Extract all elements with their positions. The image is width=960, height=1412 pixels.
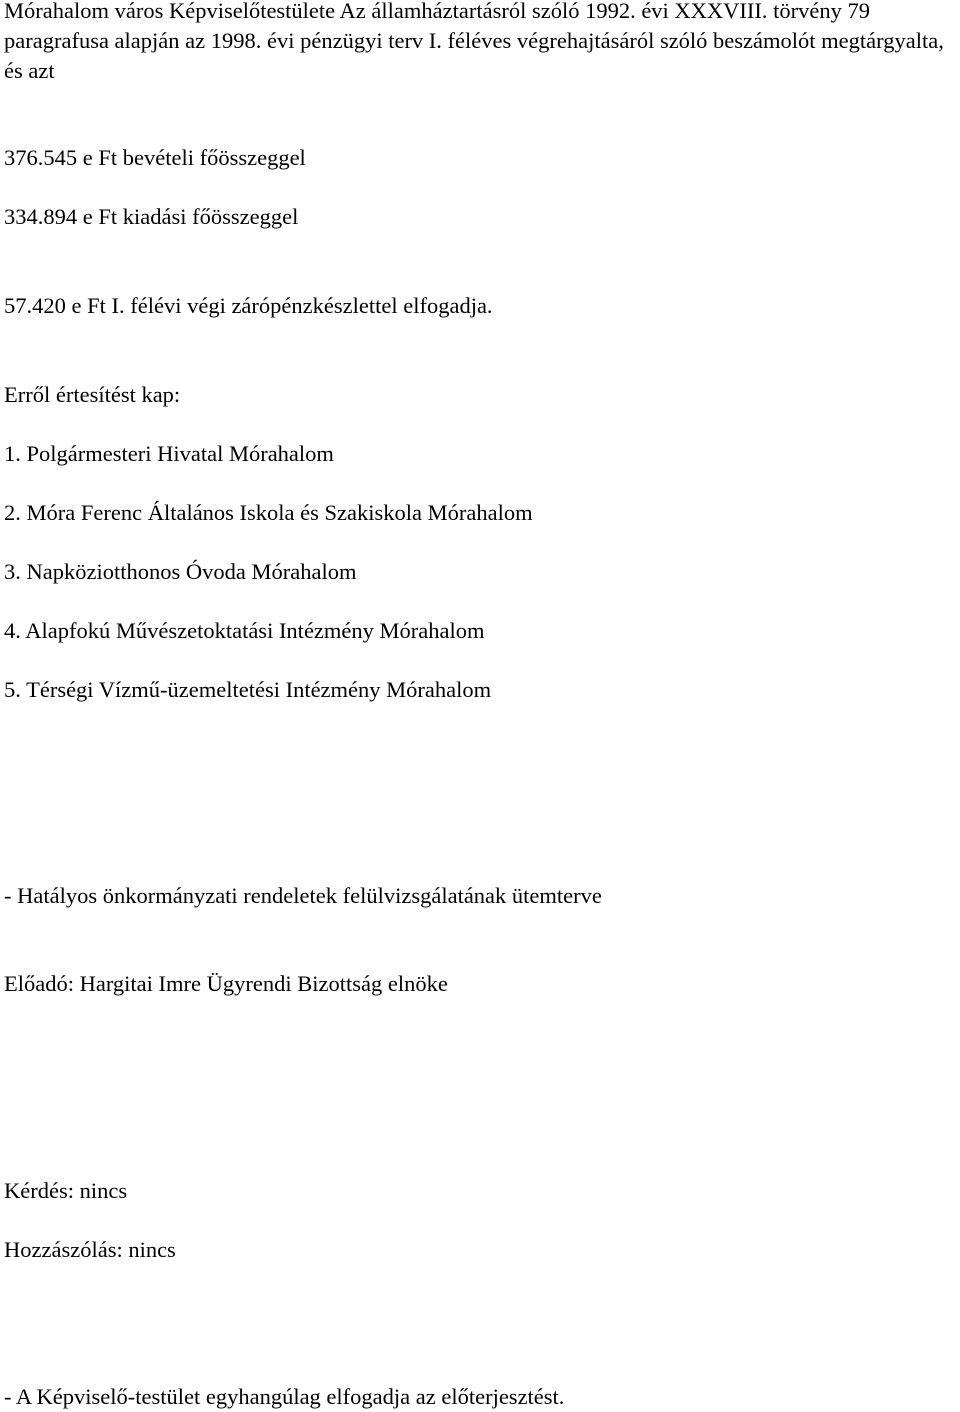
presenter-line: Előadó: Hargitai Imre Ügyrendi Bizottság elnöke bbox=[4, 971, 448, 996]
revenue-total: 376.545 e Ft bevételi főösszeggel bbox=[4, 145, 306, 170]
questions-line: Kérdés: nincs bbox=[4, 1178, 128, 1203]
expenditure-total: 334.894 e Ft kiadási főösszeggel bbox=[4, 204, 299, 229]
comments-line: Hozzászólás: nincs bbox=[4, 1237, 176, 1262]
recipient-item: 5. Térségi Vízmű-üzemeltetési Intézmény Mórahalom bbox=[4, 677, 492, 702]
recipient-item: 3. Napköziotthonos Óvoda Mórahalom bbox=[4, 559, 357, 584]
recipient-item: 1. Polgármesteri Hivatal Mórahalom bbox=[4, 441, 334, 466]
intro-paragraph: Mórahalom város Képviselőtestülete Az államháztartásról szóló 1992. évi XXXVIII. törvény 79 paragrafusa alapján az 1998. évi pénzügyi terv I. féléves végrehajtásáról szóló beszámolót megtárgyalta, és azt bbox=[4, 0, 944, 83]
recipient-item: 4. Alapfokú Művészetoktatási Intézmény Mórahalom bbox=[4, 618, 485, 643]
closing-balance: 57.420 e Ft I. félévi végi zárópénzkészlettel elfogadja. bbox=[4, 293, 493, 318]
notify-label: Erről értesítést kap: bbox=[4, 382, 181, 407]
recipient-item: 2. Móra Ferenc Általános Iskola és Szakiskola Mórahalom bbox=[4, 500, 533, 525]
agenda-item: - Hatályos önkormányzati rendeletek felülvizsgálatának ütemterve bbox=[4, 883, 602, 908]
resolution-line: - A Képviselő-testület egyhangúlag elfogadja az előterjesztést. bbox=[4, 1384, 565, 1409]
